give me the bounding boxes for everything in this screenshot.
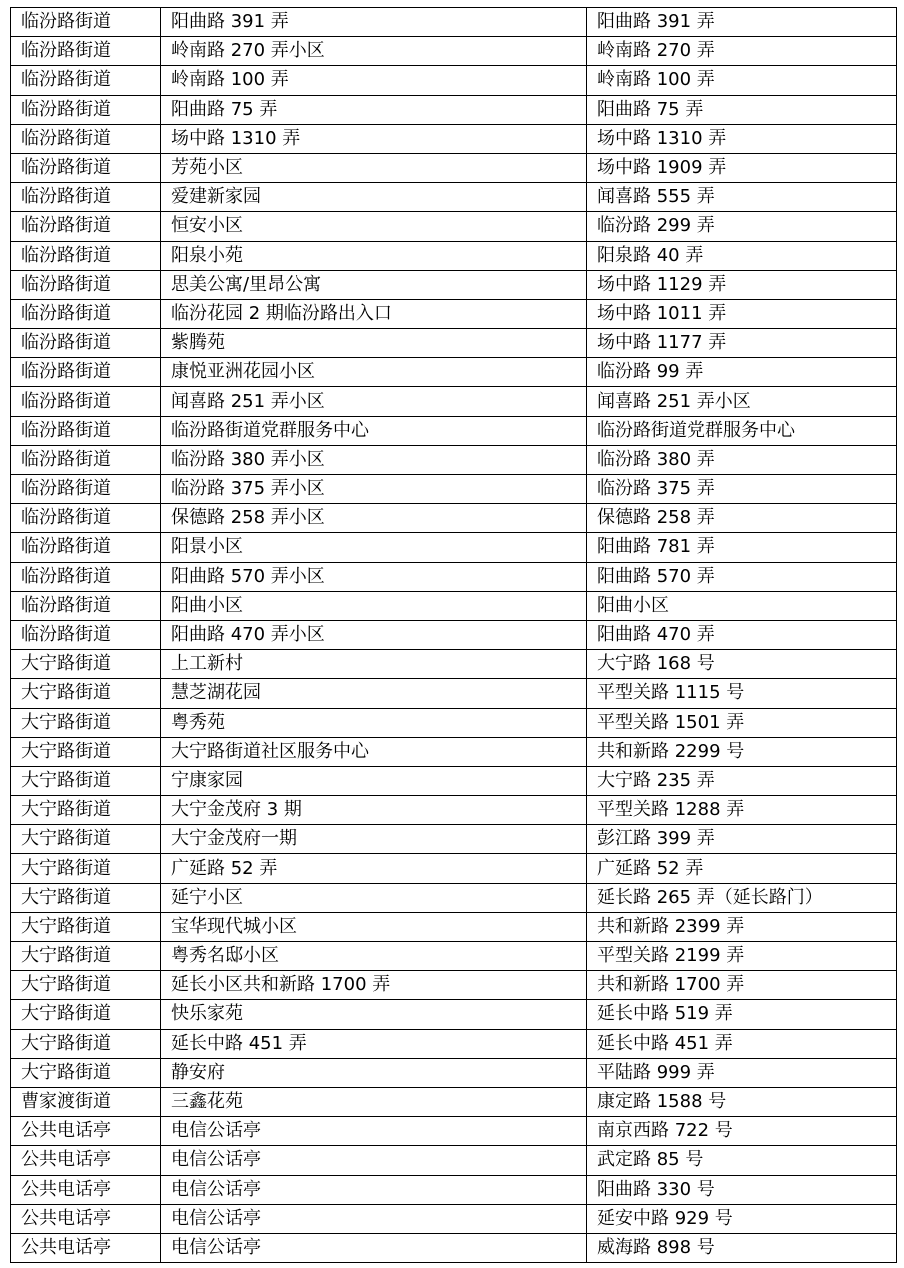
address-table-body [11,8,897,1263]
street-cell: 公共电话亭 [11,1117,161,1146]
place-cell: 阳曲路 570 弄小区 [161,562,587,591]
table-row [11,1175,897,1204]
address-cell: 共和新路 2299 号 [587,737,897,766]
street-cell: 大宁路街道 [11,942,161,971]
place-cell: 芳苑小区 [161,153,587,182]
place-cell: 粤秀苑 [161,708,587,737]
street-cell: 临汾路街道 [11,183,161,212]
address-cell: 南京西路 722 号 [587,1117,897,1146]
table-row [11,766,897,795]
table-row [11,912,897,941]
table-row [11,971,897,1000]
street-cell: 临汾路街道 [11,124,161,153]
table-row [11,124,897,153]
place-cell: 宝华现代城小区 [161,912,587,941]
table-row [11,1058,897,1087]
street-cell: 临汾路街道 [11,66,161,95]
table-row [11,95,897,124]
address-cell: 阳泉路 40 弄 [587,241,897,270]
street-cell: 大宁路街道 [11,825,161,854]
table-row [11,679,897,708]
address-cell: 平型关路 2199 弄 [587,942,897,971]
address-cell: 平陆路 999 弄 [587,1058,897,1087]
table-row [11,329,897,358]
street-cell: 临汾路街道 [11,299,161,328]
street-cell: 公共电话亭 [11,1233,161,1262]
address-cell: 延长中路 451 弄 [587,1029,897,1058]
address-cell: 场中路 1177 弄 [587,329,897,358]
place-cell: 阳曲路 391 弄 [161,8,587,37]
place-cell: 临汾路 380 弄小区 [161,445,587,474]
address-cell: 场中路 1310 弄 [587,124,897,153]
street-cell: 大宁路街道 [11,766,161,795]
street-cell: 大宁路街道 [11,796,161,825]
street-cell: 临汾路街道 [11,591,161,620]
table-row [11,475,897,504]
place-cell: 宁康家园 [161,766,587,795]
address-cell: 场中路 1129 弄 [587,270,897,299]
address-cell: 阳曲路 781 弄 [587,533,897,562]
place-cell: 大宁金茂府一期 [161,825,587,854]
place-cell: 电信公话亭 [161,1117,587,1146]
street-cell: 公共电话亭 [11,1175,161,1204]
street-cell: 大宁路街道 [11,1058,161,1087]
street-cell: 大宁路街道 [11,1000,161,1029]
address-cell: 岭南路 270 弄 [587,37,897,66]
street-cell: 大宁路街道 [11,883,161,912]
address-cell: 威海路 898 号 [587,1233,897,1262]
street-cell: 大宁路街道 [11,912,161,941]
place-cell: 闻喜路 251 弄小区 [161,387,587,416]
address-cell: 场中路 1011 弄 [587,299,897,328]
address-cell: 延长中路 519 弄 [587,1000,897,1029]
place-cell: 静安府 [161,1058,587,1087]
table-row [11,883,897,912]
table-row [11,796,897,825]
street-cell: 临汾路街道 [11,8,161,37]
place-cell: 慧芝湖花园 [161,679,587,708]
street-cell: 临汾路街道 [11,153,161,182]
street-cell: 临汾路街道 [11,212,161,241]
address-cell: 阳曲路 470 弄 [587,620,897,649]
address-cell: 阳曲路 391 弄 [587,8,897,37]
table-row [11,8,897,37]
street-cell: 大宁路街道 [11,679,161,708]
place-cell: 粤秀名邸小区 [161,942,587,971]
place-cell: 阳曲路 470 弄小区 [161,620,587,649]
table-row [11,241,897,270]
table-row [11,183,897,212]
address-cell: 共和新路 1700 弄 [587,971,897,1000]
street-cell: 大宁路街道 [11,1029,161,1058]
table-row [11,416,897,445]
place-cell: 大宁金茂府 3 期 [161,796,587,825]
table-row [11,1117,897,1146]
address-cell: 延长路 265 弄（延长路门） [587,883,897,912]
place-cell: 思美公寓/里昂公寓 [161,270,587,299]
place-cell: 电信公话亭 [161,1233,587,1262]
table-row [11,1204,897,1233]
table-row [11,1000,897,1029]
table-row [11,562,897,591]
place-cell: 场中路 1310 弄 [161,124,587,153]
table-row [11,37,897,66]
place-cell: 临汾路街道党群服务中心 [161,416,587,445]
place-cell: 阳曲路 75 弄 [161,95,587,124]
address-cell: 闻喜路 555 弄 [587,183,897,212]
place-cell: 临汾花园 2 期临汾路出入口 [161,299,587,328]
street-cell: 临汾路街道 [11,416,161,445]
address-cell: 平型关路 1288 弄 [587,796,897,825]
street-cell: 临汾路街道 [11,37,161,66]
place-cell: 紫腾苑 [161,329,587,358]
place-cell: 岭南路 100 弄 [161,66,587,95]
address-cell: 场中路 1909 弄 [587,153,897,182]
table-row [11,212,897,241]
street-cell: 大宁路街道 [11,650,161,679]
address-cell: 岭南路 100 弄 [587,66,897,95]
table-row [11,153,897,182]
street-cell: 大宁路街道 [11,854,161,883]
street-cell: 临汾路街道 [11,241,161,270]
place-cell: 上工新村 [161,650,587,679]
place-cell: 康悦亚洲花园小区 [161,358,587,387]
street-cell: 临汾路街道 [11,270,161,299]
table-row [11,270,897,299]
address-cell: 临汾路 99 弄 [587,358,897,387]
table-row [11,737,897,766]
street-cell: 曹家渡街道 [11,1087,161,1116]
address-cell: 康定路 1588 号 [587,1087,897,1116]
address-cell: 武定路 85 号 [587,1146,897,1175]
table-row [11,854,897,883]
address-cell: 临汾路 375 弄 [587,475,897,504]
place-cell: 大宁路街道社区服务中心 [161,737,587,766]
table-row [11,1087,897,1116]
address-cell: 阳曲路 570 弄 [587,562,897,591]
place-cell: 阳泉小苑 [161,241,587,270]
table-row [11,533,897,562]
address-cell: 彭江路 399 弄 [587,825,897,854]
table-row [11,445,897,474]
table-row [11,66,897,95]
address-cell: 大宁路 168 号 [587,650,897,679]
street-cell: 临汾路街道 [11,620,161,649]
table-row [11,620,897,649]
place-cell: 爱建新家园 [161,183,587,212]
table-row [11,299,897,328]
street-cell: 公共电话亭 [11,1146,161,1175]
table-row [11,591,897,620]
address-table [10,7,897,1263]
street-cell: 临汾路街道 [11,533,161,562]
place-cell: 延长小区共和新路 1700 弄 [161,971,587,1000]
address-cell: 延安中路 929 号 [587,1204,897,1233]
place-cell: 广延路 52 弄 [161,854,587,883]
street-cell: 临汾路街道 [11,445,161,474]
address-cell: 平型关路 1115 号 [587,679,897,708]
place-cell: 保德路 258 弄小区 [161,504,587,533]
place-cell: 三鑫花苑 [161,1087,587,1116]
table-row [11,358,897,387]
address-cell: 临汾路 380 弄 [587,445,897,474]
document-page [10,7,896,1263]
place-cell: 延长中路 451 弄 [161,1029,587,1058]
address-cell: 临汾路街道党群服务中心 [587,416,897,445]
place-cell: 临汾路 375 弄小区 [161,475,587,504]
street-cell: 临汾路街道 [11,562,161,591]
street-cell: 临汾路街道 [11,504,161,533]
street-cell: 临汾路街道 [11,358,161,387]
table-row [11,942,897,971]
table-row [11,387,897,416]
street-cell: 临汾路街道 [11,475,161,504]
place-cell: 电信公话亭 [161,1204,587,1233]
table-row [11,1146,897,1175]
table-row [11,708,897,737]
street-cell: 临汾路街道 [11,387,161,416]
place-cell: 电信公话亭 [161,1175,587,1204]
street-cell: 临汾路街道 [11,95,161,124]
street-cell: 公共电话亭 [11,1204,161,1233]
street-cell: 大宁路街道 [11,708,161,737]
address-cell: 平型关路 1501 弄 [587,708,897,737]
place-cell: 延宁小区 [161,883,587,912]
place-cell: 阳景小区 [161,533,587,562]
street-cell: 大宁路街道 [11,971,161,1000]
street-cell: 临汾路街道 [11,329,161,358]
address-cell: 大宁路 235 弄 [587,766,897,795]
table-row [11,1233,897,1262]
address-cell: 广延路 52 弄 [587,854,897,883]
address-cell: 阳曲路 330 号 [587,1175,897,1204]
address-cell: 阳曲小区 [587,591,897,620]
address-cell: 闻喜路 251 弄小区 [587,387,897,416]
table-row [11,650,897,679]
street-cell: 大宁路街道 [11,737,161,766]
place-cell: 快乐家苑 [161,1000,587,1029]
table-row [11,825,897,854]
place-cell: 阳曲小区 [161,591,587,620]
place-cell: 电信公话亭 [161,1146,587,1175]
address-cell: 保德路 258 弄 [587,504,897,533]
address-cell: 阳曲路 75 弄 [587,95,897,124]
place-cell: 恒安小区 [161,212,587,241]
place-cell: 岭南路 270 弄小区 [161,37,587,66]
address-cell: 临汾路 299 弄 [587,212,897,241]
address-cell: 共和新路 2399 弄 [587,912,897,941]
table-row [11,504,897,533]
table-row [11,1029,897,1058]
